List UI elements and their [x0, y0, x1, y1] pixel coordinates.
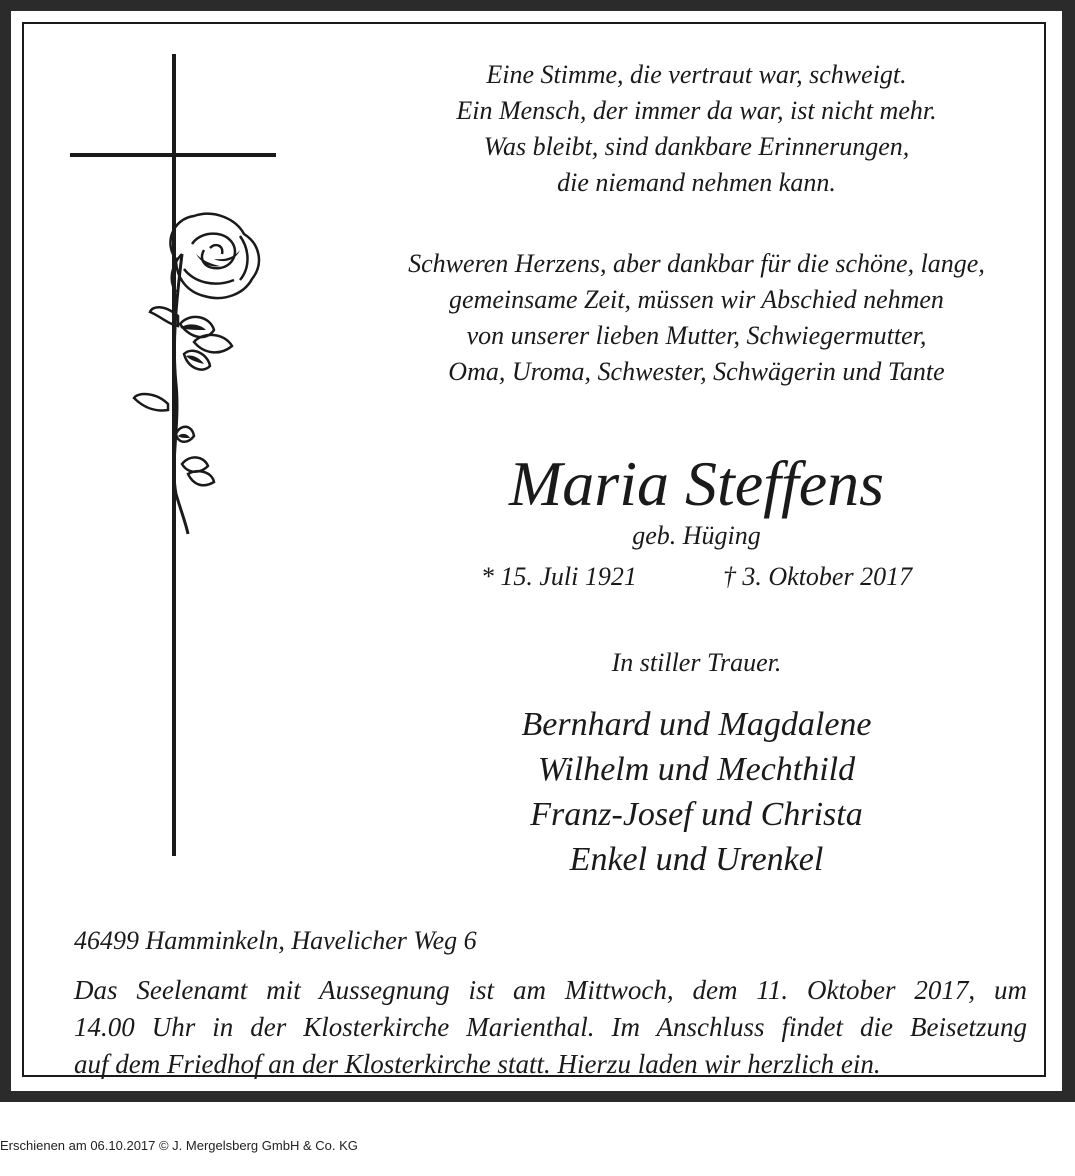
poem-line: Was bleibt, sind dankbare Erinnerungen, — [483, 132, 910, 161]
cross-with-rose-icon — [64, 54, 294, 874]
intro-line: gemeinsame Zeit, müssen wir Abschied nehmen — [449, 285, 944, 314]
publication-footer: Erschienen am 06.10.2017 © J. Mergelsberg GmbH & Co. KG — [0, 1138, 358, 1153]
mourner-line: Wilhelm und Mechthild — [537, 751, 856, 788]
birth-date: * 15. Juli 1921 — [480, 562, 637, 591]
service-line: auf dem Friedhof an der Klosterkirche statt. Hierzu laden wir herzlich ein. — [74, 1049, 881, 1079]
service-line: Das Seelenamt mit Aussegnung ist am Mittwoch, dem 11. Oktober 2017, um — [74, 975, 1027, 1005]
service-line: 14.00 Uhr in der Klosterkirche Marienthal. Im Anschluss findet die Beisetzung — [74, 1012, 1027, 1042]
poem-line: Eine Stimme, die vertraut war, schweigt. — [486, 60, 907, 89]
death-date: † 3. Oktober 2017 — [722, 562, 913, 591]
mourning-phrase: In stiller Trauer. — [611, 648, 782, 677]
inner-frame — [22, 22, 1046, 1077]
poem-line: die niemand nehmen kann. — [557, 168, 836, 197]
address: 46499 Hamminkeln, Havelicher Weg 6 — [74, 926, 477, 955]
poem — [344, 57, 1049, 201]
mourner-line: Enkel und Urenkel — [569, 841, 824, 878]
deceased-name: Maria Steffens — [508, 448, 885, 519]
intro-line: Oma, Uroma, Schwester, Schwägerin und Tante — [448, 357, 945, 386]
life-dates — [344, 560, 1049, 594]
mourners-list — [344, 702, 1049, 882]
announcement-paper — [11, 11, 1062, 1091]
intro-line: von unserer lieben Mutter, Schwiegermutter, — [466, 321, 927, 350]
mourner-line: Bernhard und Magdalene — [521, 706, 872, 743]
birth-name: geb. Hüging — [632, 521, 761, 550]
poem-line: Ein Mensch, der immer da war, ist nicht mehr. — [456, 96, 937, 125]
intro-text — [344, 246, 1049, 390]
intro-line: Schweren Herzens, aber dankbar für die schöne, lange, — [408, 249, 985, 278]
service-notice — [74, 972, 1027, 1083]
mourner-line: Franz-Josef und Christa — [530, 796, 863, 833]
